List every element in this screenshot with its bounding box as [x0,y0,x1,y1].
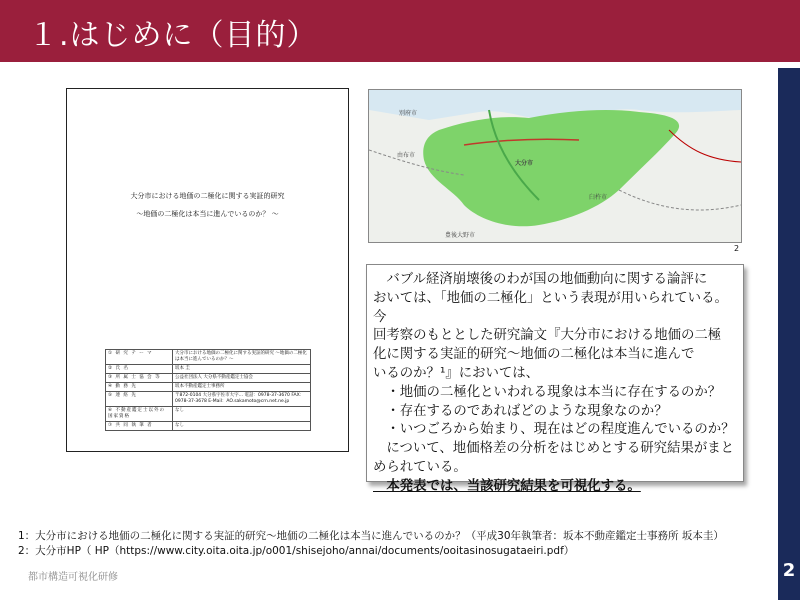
table-row: ④ 勤 務 先 坂本不動産鑑定士事務所 [106,383,311,392]
footer-label: 都市構造可視化研修 [28,572,118,583]
purpose-textbox [366,264,744,494]
text-line: おいては、「地価の二極化」という表現が用いられている。今 [373,290,728,325]
text-line: について、地価格差の分析をはじめとする研究結果がまと [373,441,735,457]
paper-subtitle: ～地価の二極化は本当に進んでいるのか？ ～ [136,210,279,218]
side-accent-bar [778,68,800,600]
paper-title: 大分市における地価の二極化に関する実証的研究 [130,192,285,200]
text-line: められている。 [373,459,467,475]
map-label-oita: 大分市 [515,160,534,167]
text-line: バブル経済崩壊後のわが国の地価動向に関する論評に [373,272,708,287]
table-row: ① 研 究 テ ー マ 大分市における地価の二極化に関する実証的研究 ～地価の二極化は本当に進んでいるのか？～ [106,350,311,365]
footnote-2: 2：大分市HP（ HP（https://www.city.oita.oita.jp/o001/shisejoho/annai/documents/ooitasinosugataeiri.pdf） [18,545,575,557]
slide-header [0,0,800,62]
table-row: ⑥ 不動産鑑定士以外の国家資格 なし [106,407,311,422]
table-row: ⑤ 連 絡 先 〒872-0104 大分県宇佐市大字… 電話：0978-37-3670 FAX：0978-37-3678 E-Mail：AO.sakamoto@crn.net.ne.jp [106,392,311,407]
map-label-usuki: 臼杵市 [589,194,608,201]
footnote-1: 1：大分市における地価の二極化に関する実証的研究～地価の二極化は本当に進んでいるのか？（平成30年執筆者：坂本不動産鑑定士事務所 坂本圭） [18,530,724,542]
map-caption: 2 [734,244,740,253]
paper-cover-image [66,88,349,452]
highlight-line: 本発表では、当該研究結果を可視化する。 [373,478,641,494]
paper-info-table [105,349,311,431]
text-line: ・存在するのであればどのような現象なのか？ [373,403,668,419]
text-line: いるのか？¹』においては、 [373,365,540,381]
map-label-beppu: 別府市 [399,110,418,117]
map-label-yufu: 由布市 [397,152,416,159]
map-label-bungoono: 豊後大野市 [445,232,476,239]
page-number: 2 [782,560,796,581]
slide-title: １.はじめに（目的） [28,18,318,53]
table-row: ③ 所 属 士 協 会 等 公益社団法人 大分県不動産鑑定士協会 [106,374,311,383]
oita-city-map [368,89,742,243]
table-row: ⑦ 共 同 執 筆 者 なし [106,422,311,431]
text-line: 回考察のもととした研究論文『大分市における地価の二極 [373,328,722,344]
text-line: ・地価の二極化といわれる現象は本当に存在するのか？ [373,384,722,400]
map-graphic [369,90,741,242]
text-line: ・いつごろから始まり、現在はどの程度進んでいるのか？ [373,422,735,438]
text-line: 化に関する実証的研究～地価の二極化は本当に進んで [373,347,695,363]
table-row: ② 氏 名 坂本 圭 [106,365,311,374]
